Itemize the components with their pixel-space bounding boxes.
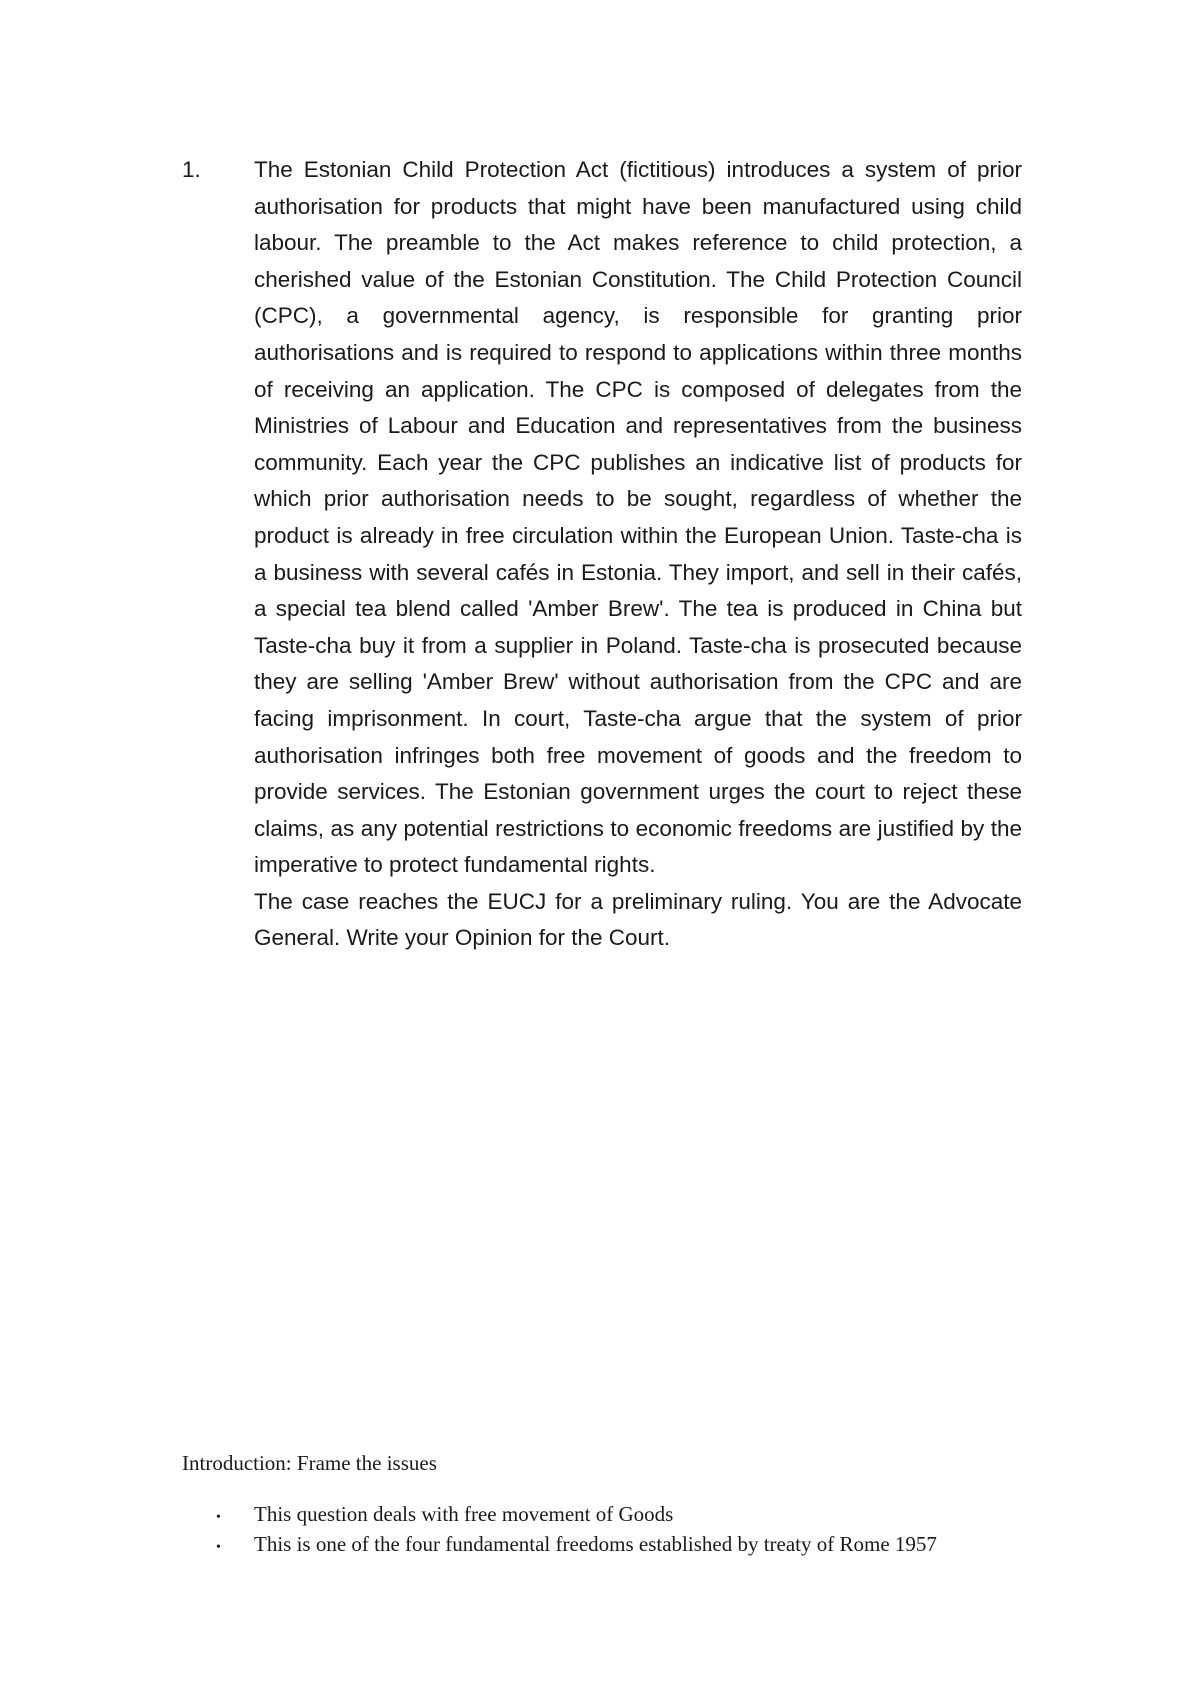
list-item: [182, 1531, 1082, 1561]
question-paragraph: The case reaches the EUCJ for a preliminary ruling. You are the Advocate General. Write your Opinion for the Court.: [254, 888, 1022, 951]
bullet-text: This question deals with free movement of Goods: [254, 1502, 674, 1526]
introduction-bullet-list: [182, 1501, 1082, 1561]
question-text: [254, 152, 1022, 957]
bullet-icon: •: [216, 1510, 221, 1525]
question-paragraph: The Estonian Child Protection Act (fictitious) introduces a system of prior authorisation for products that might have been manufactured using child labour. The preamble to the Act makes reference to child protection, a cherished value of the Estonian Constitution. The Child Protection Council (CPC), a governmental agency, is responsible for granting prior authorisations and is required to respond to applications within three months of receiving an application. The CPC is composed of delegates from the Ministries of Labour and Education and representatives from the business community. Each year the CPC publishes an indicative list of products for which prior authorisation needs to be sought, regardless of whether the product is already in free circulation within the European Union. Taste-cha is a business with several cafés in Estonia. They import, and sell in their cafés, a special tea blend called 'Amber Brew'. The tea is produced in China but Taste-cha buy it from a supplier in Poland. Taste-cha is prosecuted because they are selling 'Amber Brew' without authorisation from the CPC and are facing imprisonment. In court, Taste-cha argue that the system of prior authorisation infringes both free movement of goods and the freedom to provide services. The Estonian government urges the court to reject these claims, as any potential restrictions to economic freedoms are justified by the imperative to protect fundamental rights.: [254, 157, 1022, 878]
question-block: [182, 152, 1022, 957]
introduction-heading: Introduction: Frame the issues: [182, 1451, 437, 1475]
bullet-text: This is one of the four fundamental freedoms established by treaty of Rome 1957: [254, 1532, 937, 1556]
introduction-section: [182, 1450, 1082, 1561]
list-item: [182, 1501, 1082, 1531]
question-number: 1.: [182, 157, 201, 182]
bullet-icon: •: [216, 1540, 221, 1555]
